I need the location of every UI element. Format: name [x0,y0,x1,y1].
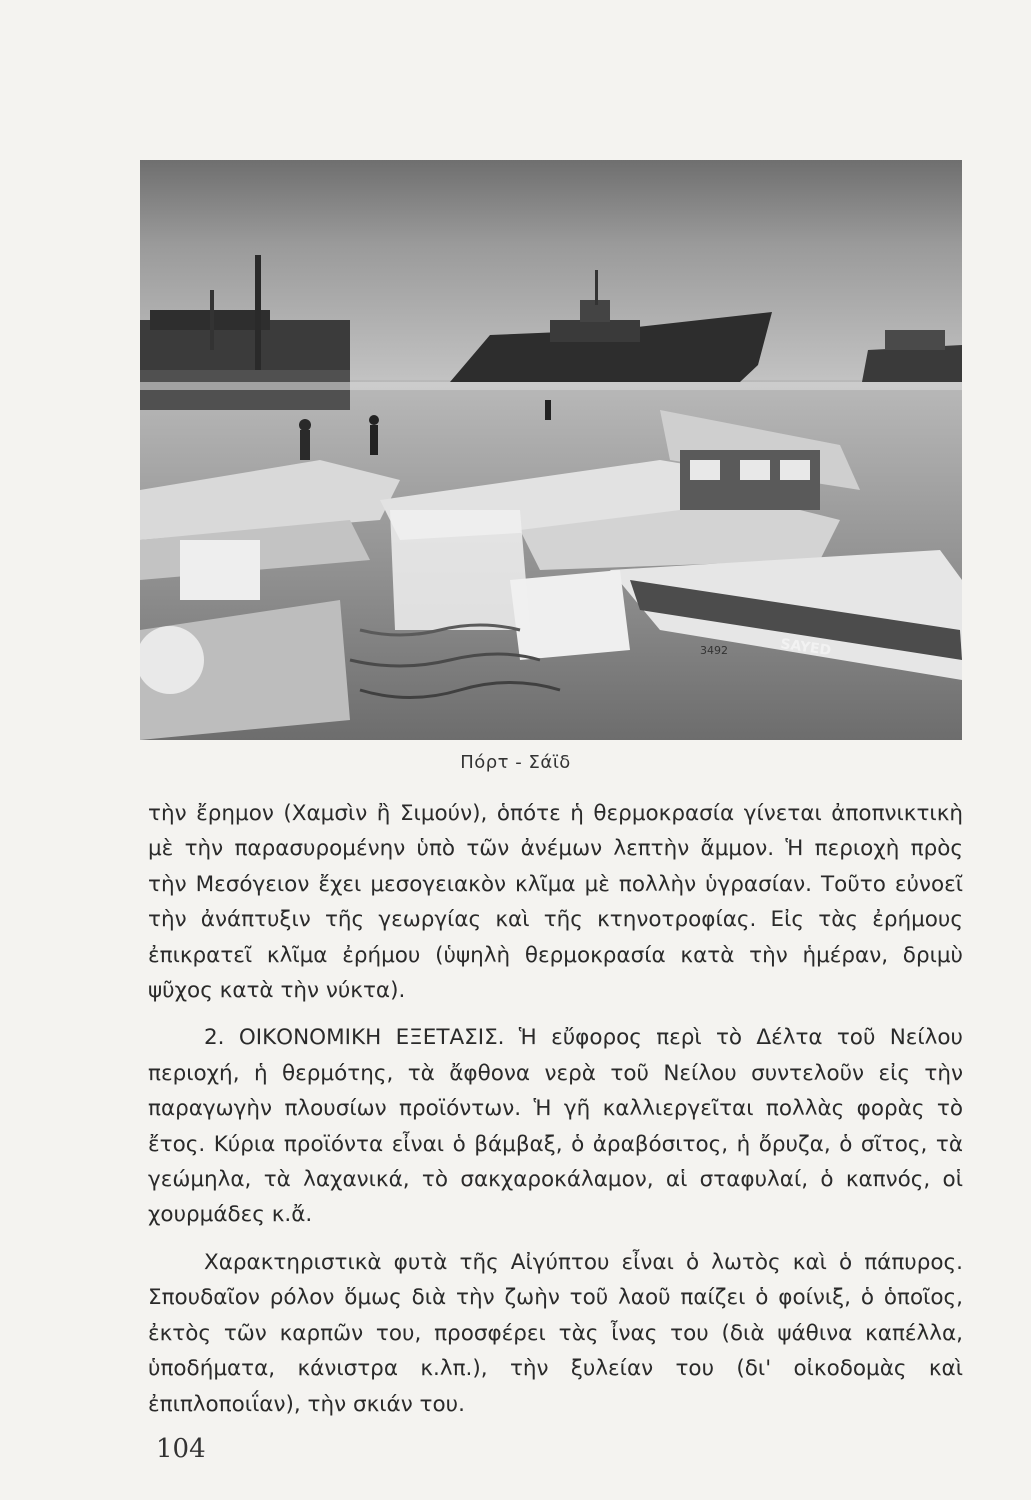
boat-name-label: SAYED [779,636,833,660]
paragraph-climate: τὴν ἔρημον (Χαμσὶν ἢ Σιμούν), ὁπότε ἡ θερμοκρασία γίνεται ἀποπνικτικὴ μὲ τὴν παρασυρομένην ὑπὸ τῶν ἀνέμων λεπτὴν ἄμμον. Ἡ περιοχὴ πρὸς τὴν Μεσόγειον ἔχει μεσογειακὸν κλῖμα μὲ πολλὴν ὑγρασίαν. Τοῦτο εὐνοεῖ τὴν ἀνάπτυξιν τῆς γεωργίας καὶ τῆς κτηνοτροφίας. Εἰς τὰς ἐρήμους ἐπικρατεῖ κλῖμα ἐρήμου (ὑψηλὴ θερμοκρασία κατὰ τὴν ἡμέραν, δριμὺ ψῦχος κατὰ τὴν νύκτα). [148,801,963,1004]
harbor-photo-drawing [140,160,962,740]
photo-caption: Πόρτ - Σάϊδ [460,752,571,773]
body-text [148,796,963,1422]
harbor-photo [140,160,962,740]
boat-number-label: 3492 [700,644,728,657]
paragraph-characteristic-plants: Χαρακτηριστικὰ φυτὰ τῆς Αἰγύπτου εἶναι ὁ λωτὸς καὶ ὁ πάπυρος. Σπουδαῖον ρόλον ὅμως διὰ τὴν ζωὴν τοῦ λαοῦ παίζει ὁ φοίνιξ, ὁ ὁποῖος, ἐκτὸς τῶν καρπῶν του, προσφέρει τὰς ἶνας του (διὰ ψάθινα καπέλλα, ὑποδήματα, κάνιστρα κ.λπ.), τὴν ξυλείαν του (δι' οἰκοδομὰς καὶ ἐπιπλοποιΐαν), τὴν σκιάν του. [148,1249,963,1417]
page-number: 104 [156,1434,206,1464]
paragraph-economic-review: 2. ΟΙΚΟΝΟΜΙΚΗ ΕΞΕΤΑΣΙΣ. Ἡ εὔφορος περὶ τὸ Δέλτα τοῦ Νείλου περιοχή, ἡ θερμότης, τὰ ἄφθονα νερὰ τοῦ Νείλου συντελοῦν εἰς τὴν παραγωγὴν πλουσίων προϊόντων. Ἡ γῆ καλλιεργεῖται πολλὰς φορὰς τὸ ἔτος. Κύρια προϊόντα εἶναι ὁ βάμβαξ, ὁ ἀραβόσιτος, ἡ ὄρυζα, ὁ σῖτος, τὰ γεώμηλα, τὰ λαχανικά, τὸ σακχαροκάλαμον, αἱ σταφυλαί, ὁ καπνός, οἱ χουρμάδες κ.ἄ. [148,1025,963,1228]
